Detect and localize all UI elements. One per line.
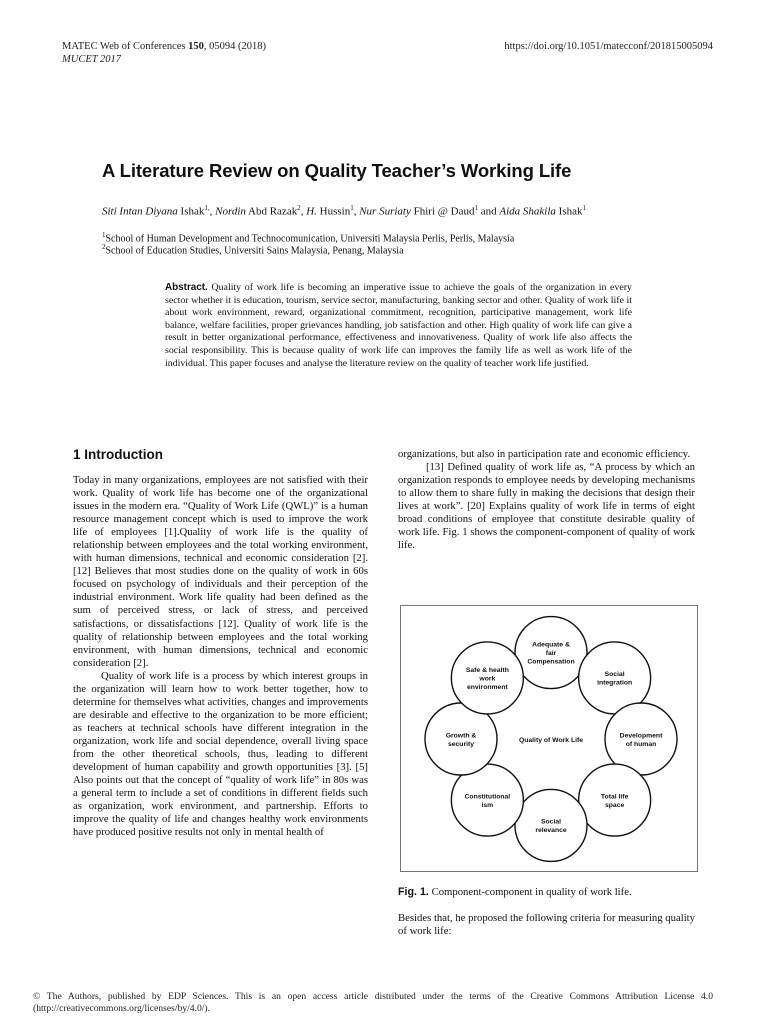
component-node xyxy=(515,617,587,689)
author-given-name: H. xyxy=(306,205,317,218)
journal-volume: 150 xyxy=(188,41,204,52)
license-footer: © The Authors, published by EDP Sciences. This is an open access article distributed under the terms of the Creative Commons Attribution License 4.0 (http://creativecommons.org/licenses/by/4.0/). xyxy=(33,991,713,1014)
paragraph: Today in many organizations, employees are not satisfied with their work. Quality of work life has become one of the organizational issues in the modern era. “Quality of Work Life (QWL)” is a human resource management concept which is used to improve the work life of employees [1].Quality of work life is the quality of relationship between employees and the total working environment, with human dimensions, technical and economic consideration [2]. [12] Believes that most studies done on the quality of work in 60s focused on psychology of individuals and their perception of the industrial environment. Work life quality had been defined as the sum of perceived stress, or lack of stress, and perceived satisfactions, or dissatisfactions [12]. Quality of work life is the quality of relationship between employees and the total working environment, with human dimensions, technical and economic consideration [2]. xyxy=(73,474,368,669)
author-list xyxy=(102,204,702,218)
qwl-component-diagram xyxy=(401,606,697,871)
author-given-name: Nordin xyxy=(215,205,246,218)
doi-link[interactable]: https://doi.org/10.1051/matecconf/201815005094 xyxy=(504,41,713,52)
figure-1 xyxy=(400,605,698,872)
running-header-conference: MUCET 2017 xyxy=(62,54,122,65)
section-heading: 1 Introduction xyxy=(73,447,163,462)
author-affiliation-mark: 1 xyxy=(350,204,354,212)
component-label: ism xyxy=(481,801,494,809)
paper-title: A Literature Review on Quality Teacher’s Working Life xyxy=(102,160,572,181)
figure-caption-label: Fig. 1. xyxy=(398,886,429,898)
author-affiliation-mark: 1, xyxy=(204,204,210,212)
right-column-top xyxy=(398,448,695,552)
component-label: Social xyxy=(604,671,625,679)
author-given-name: Aida Shakila xyxy=(499,205,556,218)
component-label: space xyxy=(604,801,625,809)
component-label: Constitutional xyxy=(464,793,511,801)
component-label: Social xyxy=(540,818,562,826)
component-label: integration xyxy=(597,679,633,687)
abstract-label: Abstract. xyxy=(165,282,208,293)
abstract xyxy=(165,282,632,370)
left-column xyxy=(73,474,368,839)
component-label: Compensation xyxy=(527,658,575,666)
author-separator: , xyxy=(300,205,307,218)
paragraph: Quality of work life is a process by which interest groups in the organization will learn how to work better together, how to determine for themselves what activities, changes and improvements are desirable and effective to the organization to be more efficient; as teachers at technical schools have different integration in the organization, work life and social dependence, overall living space from the other theoretical schools, thus, leading to different development of human capability and growth opportunities [3]. [5] Also points out that the concept of “quality of work life” in 80s was a general term to include a set of conditions in different fields such as organization, work environment, and partnership. Efforts to improve the quality of life and changes healthy work environments have produced positive results not only in mental health of xyxy=(73,669,368,839)
paragraph: Besides that, he proposed the following criteria for measuring quality of work life: xyxy=(398,912,695,938)
abstract-text: Quality of work life is becoming an imperative issue to achieve the goals of the organization in every sector whether it is education, tourism, service sector, manufacturing, banking sector and other. Quality of work life it about work environment, reward, organizational commitment, recognition, participative management, work life balance, welfare facilities, proper grievances handling, job satisfaction and other. High quality of work life can give a result in better organizational performance, effectiveness and innovativeness. Quality of work life also affects the social responsibility. This is because quality of work life can improves the family life as well as work life of the individual. This paper focuses and analyse the literature review on the quality of teacher work life justified. xyxy=(165,282,632,369)
right-column-bottom xyxy=(398,912,695,938)
affiliation-1: $^1$School of Human Development and Technocomunication, Universiti Malaysia Perlis, Perlis, Malaysia xyxy=(102,231,515,245)
component-label: Safe & health xyxy=(465,666,509,674)
author-affiliation-mark: 1 xyxy=(474,204,478,212)
author-surname: Hussin xyxy=(316,205,351,218)
author-separator: and xyxy=(477,205,500,218)
author-affiliation-mark: 2 xyxy=(297,204,301,212)
author-surname: Fhiri @ Daud xyxy=(410,205,475,218)
component-label: Growth & xyxy=(445,732,477,740)
affiliation-2: $^2$School of Education Studies, Universiti Sains Malaysia, Penang, Malaysia xyxy=(102,243,404,257)
component-label: Development xyxy=(619,732,663,740)
author-affiliation-mark: 1 xyxy=(582,204,586,212)
running-header-journal: MATEC Web of Conferences 150, 05094 (2018) xyxy=(62,41,266,52)
figure-caption xyxy=(398,886,695,898)
component-node xyxy=(579,764,651,836)
author-given-name: Siti Intan Diyana xyxy=(102,205,178,218)
component-label: relevance xyxy=(535,827,567,835)
component-label: Adequate & xyxy=(532,641,570,649)
paragraph: organizations, but also in participation rate and economic efficiency. xyxy=(398,448,691,460)
author-surname: Ishak xyxy=(177,205,205,218)
component-label: environment xyxy=(466,683,508,691)
author-surname: Abd Razak xyxy=(245,205,298,218)
component-label: security xyxy=(447,740,475,748)
component-node xyxy=(451,642,523,714)
author-separator: , xyxy=(209,205,216,218)
component-label: work xyxy=(479,675,496,683)
component-label: of human xyxy=(625,740,657,748)
center-label: Quality of Work Life xyxy=(518,737,584,744)
component-label: fair xyxy=(545,650,557,658)
author-given-name: Nur Suriaty xyxy=(359,205,411,218)
component-node xyxy=(515,789,587,861)
paragraph: [13] Defined quality of work life as, “A process by which an organization responds to employee needs by developing mechanisms to allow them to share fully in making the decisions that design their lives at work”. [20] Explains quality of work life in terms of eight broad conditions of employee that constitute desirable quality of work life. Fig. 1 shows the component-component of quality of work life. xyxy=(398,461,695,552)
author-separator: , xyxy=(353,205,360,218)
figure-caption-text: Component-component in quality of work life. xyxy=(428,886,632,898)
author-surname: Ishak xyxy=(555,205,583,218)
component-label: Total life xyxy=(600,793,629,801)
